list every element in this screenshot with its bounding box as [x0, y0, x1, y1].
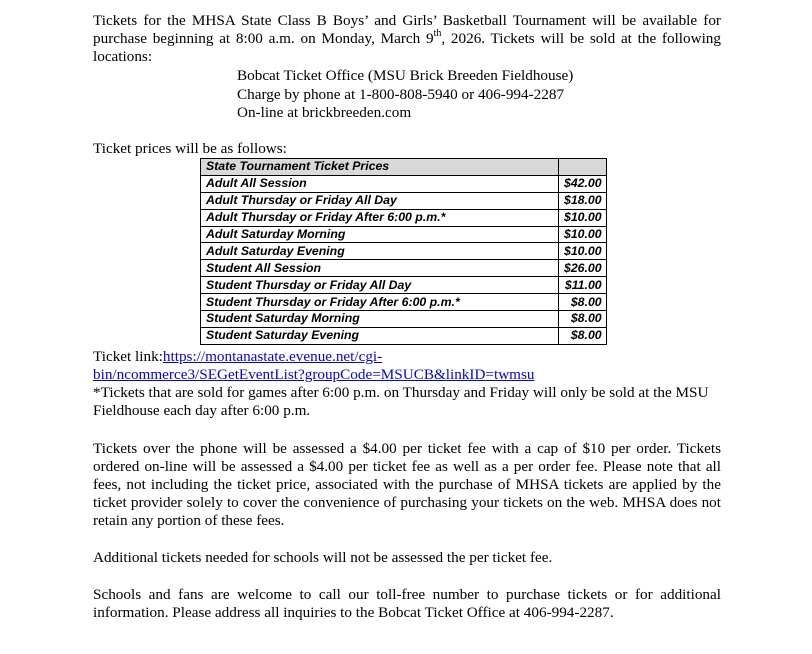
ticket-link-label: Ticket link:	[93, 348, 163, 365]
fees-paragraph: Tickets over the phone will be assessed a $4.00 per ticket fee with a cap of $10 per order. Tickets ordered on-line will be assessed a $4.00 per ticket fee as well as a per order fee. Please note that all fees, not including the ticket price, associated with the purchase of MHSA tickets are applied by the ticket provider solely to cover the convenience of purchasing your tickets on the web. MHSA does not retain any portion of these fees.	[93, 440, 721, 529]
ticket-link-url[interactable]: https://montanastate.evenue.net/cgi-	[162, 348, 383, 365]
location-item: Bobcat Ticket Office (MSU Brick Breeden Fieldhouse)	[237, 67, 574, 84]
price-table-header-blank	[559, 159, 607, 176]
ticket-price: $10.00	[559, 209, 607, 226]
intro-text-b: , 2026. Tickets will be sold at the following locations:	[93, 30, 721, 65]
ticket-price: $8.00	[559, 311, 607, 328]
intro-text-a: Tickets for the MHSA State Class B Boys’ and Girls’ Basketball Tournament will be available for purchase beginning at 8:00 a.m. on Monday, March 9	[93, 12, 721, 47]
table-row	[201, 277, 607, 294]
table-row	[201, 311, 607, 328]
intro-paragraph	[93, 12, 721, 66]
table-row	[201, 243, 607, 260]
ticket-price: $11.00	[559, 277, 607, 294]
ticket-link-url-continued[interactable]: bin/ncommerce3/SEGetEventList?groupCode=MSUCB&linkID=twmsu	[93, 366, 535, 383]
table-row	[201, 175, 607, 192]
price-table-header: State Tournament Ticket Prices	[201, 159, 559, 176]
ticket-price: $10.00	[559, 243, 607, 260]
ticket-price: $26.00	[559, 260, 607, 277]
ticket-type: Adult All Session	[201, 175, 559, 192]
ticket-type: Student All Session	[201, 260, 559, 277]
price-table	[200, 158, 607, 345]
table-row	[201, 294, 607, 311]
table-row	[201, 226, 607, 243]
location-item: Charge by phone at 1-800-808-5940 or 406-994-2287	[237, 85, 565, 103]
ticket-type: Student Saturday Evening	[201, 327, 559, 344]
location-item: On-line at brickbreeden.com	[237, 104, 412, 121]
additional-tickets-paragraph: Additional tickets needed for schools will not be assessed the per ticket fee.	[93, 549, 553, 566]
ticket-price: $10.00	[559, 226, 607, 243]
ticket-type: Student Thursday or Friday After 6:00 p.m.*	[201, 294, 559, 311]
ticket-price: $8.00	[559, 294, 607, 311]
ticket-link-block	[93, 348, 721, 384]
ticket-type: Student Saturday Morning	[201, 311, 559, 328]
prices-intro: Ticket prices will be as follows:	[93, 140, 287, 157]
table-row	[201, 192, 607, 209]
ticket-type: Adult Saturday Evening	[201, 243, 559, 260]
ticket-type: Adult Thursday or Friday All Day	[201, 192, 559, 209]
table-row	[201, 327, 607, 344]
contact-paragraph: Schools and fans are welcome to call our toll-free number to purchase tickets or for additional information. Please address all inquiries to the Bobcat Ticket Office at 406-994-2287.	[93, 586, 721, 621]
ticket-type: Student Thursday or Friday All Day	[201, 277, 559, 294]
price-table-header-row	[201, 159, 607, 176]
intro-superscript: th	[433, 27, 442, 39]
locations-list	[237, 67, 573, 123]
ticket-type: Adult Thursday or Friday After 6:00 p.m.*	[201, 209, 559, 226]
ticket-price: $8.00	[559, 327, 607, 344]
after-six-note: *Tickets that are sold for games after 6:00 p.m. on Thursday and Friday will only be sold at the MSU Fieldhouse each day after 6:00 p.m.	[93, 384, 709, 419]
ticket-price: $42.00	[559, 175, 607, 192]
table-row	[201, 209, 607, 226]
ticket-price: $18.00	[559, 192, 607, 209]
ticket-type: Adult Saturday Morning	[201, 226, 559, 243]
table-row	[201, 260, 607, 277]
